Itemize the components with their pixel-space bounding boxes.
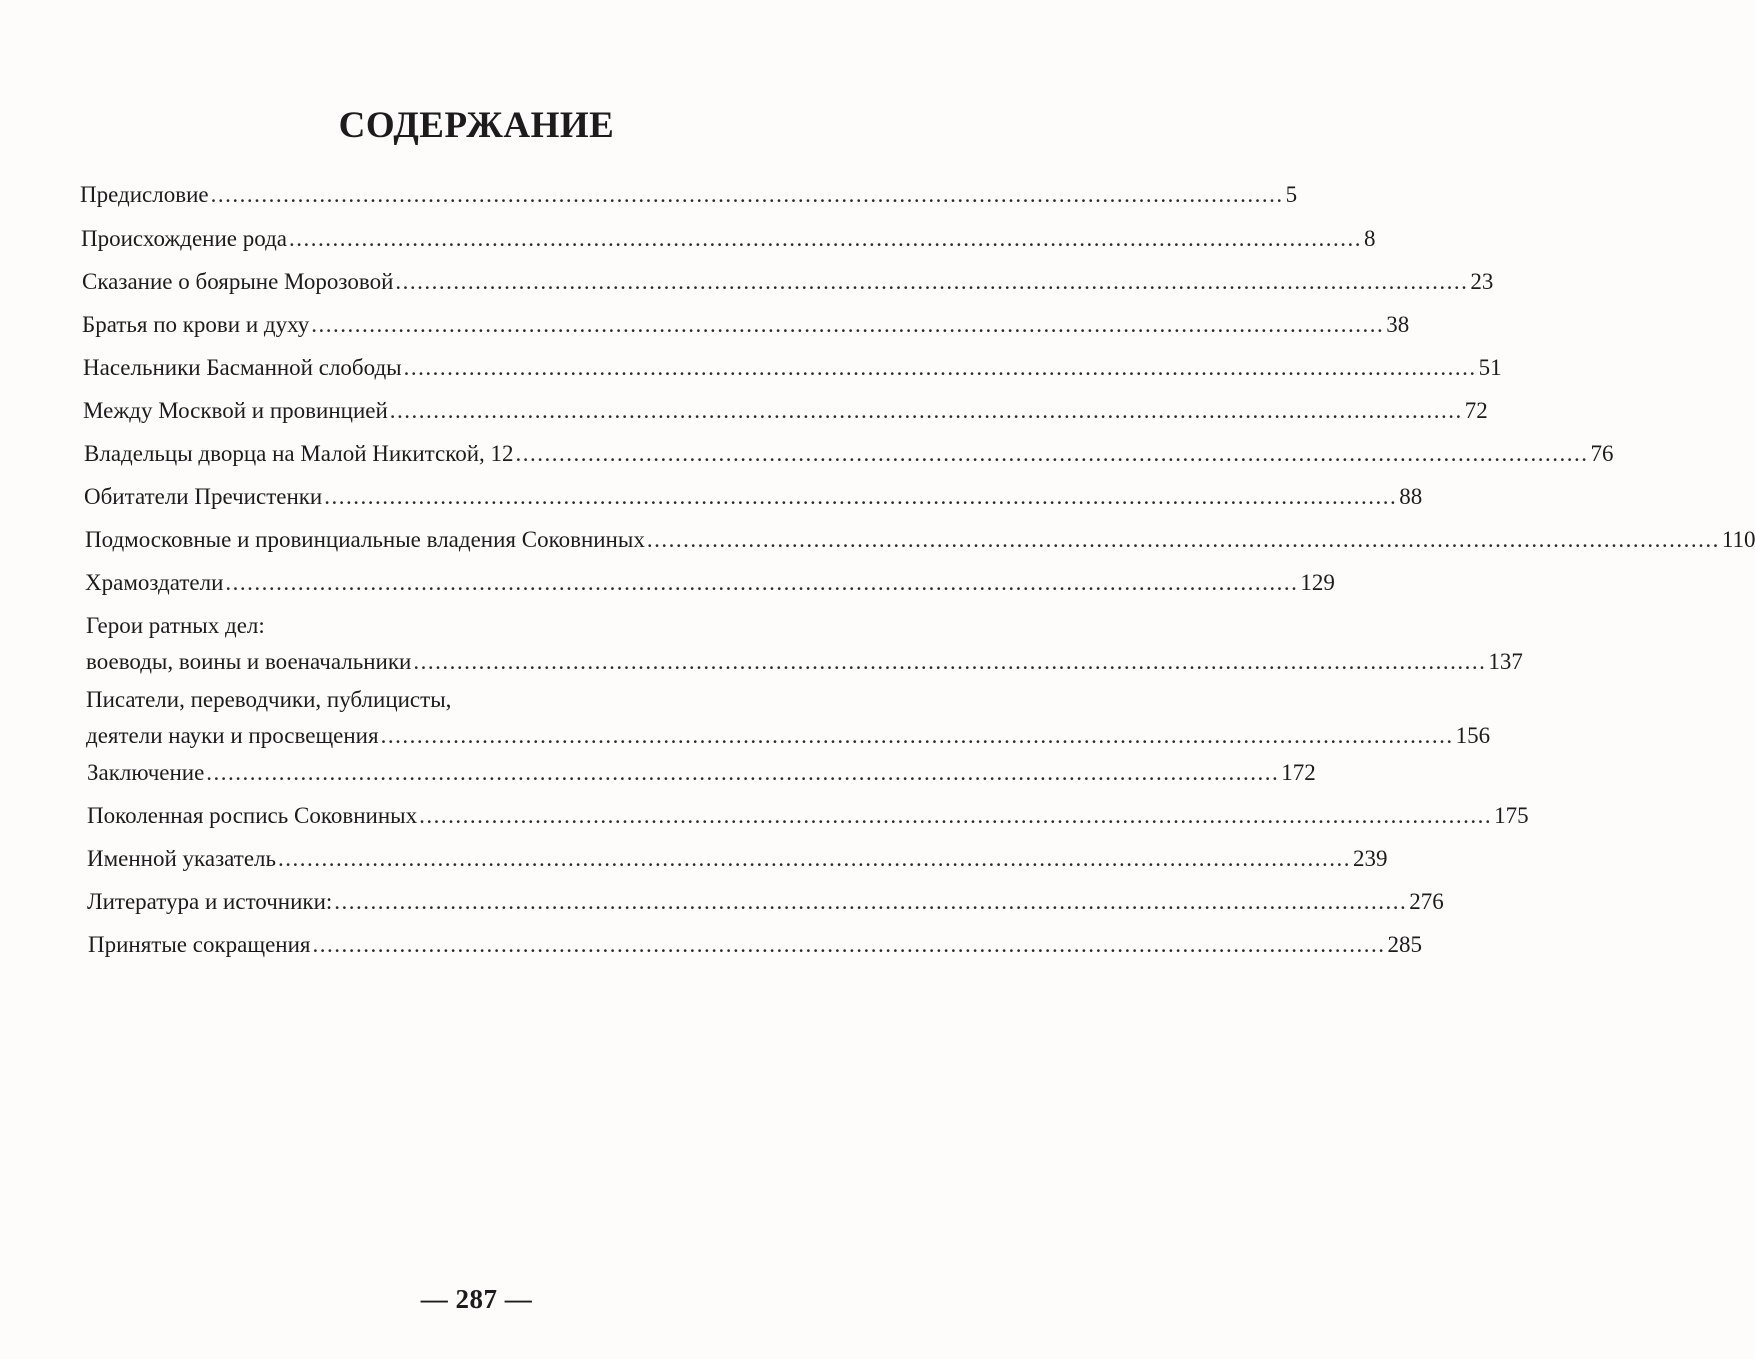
toc-entry-page: 175 (1494, 803, 1529, 828)
toc-entry-title-line1: Герои ратных дел: (86, 613, 265, 638)
toc-entry-page: 172 (1281, 760, 1316, 785)
toc-entry (82, 310, 1410, 340)
page-number: — 287 — (420, 1284, 533, 1314)
dot-leader: .................................................................................................................................................... (403, 355, 1477, 380)
dot-leader: .................................................................................................................................................... (278, 846, 1352, 871)
toc-entry-title: Между Москвой и провинцией (83, 398, 388, 423)
toc-entry-title: Литература и источники: (87, 889, 333, 914)
toc-entry (85, 568, 1335, 598)
toc-entry-title: воеводы, воины и военачальники (86, 649, 412, 674)
toc-entry (81, 224, 1376, 254)
toc-entry-page: 38 (1386, 312, 1410, 337)
dot-leader: .................................................................................................................................................... (380, 723, 1454, 748)
toc-entry (85, 525, 1755, 555)
toc-entry (83, 396, 1488, 426)
dot-leader: .................................................................................................................................................... (334, 889, 1408, 914)
toc-entry-title: Братья по крови и духу (82, 312, 310, 337)
toc-entry-title: Сказание о боярыне Морозовой (82, 269, 394, 294)
toc-entry-title: Храмоздатели (85, 570, 224, 595)
toc-entry (84, 439, 1614, 469)
toc-entry-page: 137 (1488, 649, 1523, 674)
toc-entry-title: Именной указатель (87, 846, 277, 871)
dot-leader: .................................................................................................................................................... (413, 649, 1487, 674)
toc-entry-page: 76 (1590, 441, 1614, 466)
toc-entry (87, 801, 1529, 831)
dot-leader: .................................................................................................................................................... (515, 441, 1589, 466)
toc-entry (87, 758, 1316, 788)
toc-entry-page: 8 (1364, 226, 1376, 251)
toc-entry-title: Принятые сокращения (88, 932, 311, 957)
toc-entry-page: 72 (1464, 398, 1488, 423)
toc-entry-title: Обитатели Пречистенки (84, 484, 323, 509)
toc-entry-page: 285 (1387, 932, 1422, 957)
toc-entry-title-line1: Писатели, переводчики, публицисты, (86, 687, 452, 712)
dot-leader: .................................................................................................................................................... (324, 484, 1398, 509)
dot-leader: .................................................................................................................................................... (646, 527, 1720, 552)
toc-entry-page: 156 (1455, 723, 1491, 748)
toc-entry-title: Поколенная роспись Соковниных (87, 803, 418, 828)
toc-entry-title: Насельники Басманной слободы (83, 355, 402, 380)
toc-entry-title: Владельцы дворца на Малой Никитской, 12 (84, 441, 514, 466)
toc-entry (80, 180, 1298, 210)
dot-leader: .................................................................................................................................................... (389, 398, 1463, 423)
toc-entry-title: Предисловие (80, 182, 209, 207)
toc-entry-title: Происхождение рода (81, 226, 288, 251)
toc-entry-page: 276 (1409, 889, 1444, 914)
toc-entry-page: 110 (1721, 527, 1755, 552)
toc-entry-page: 51 (1478, 355, 1502, 380)
dot-leader: .................................................................................................................................................... (395, 269, 1469, 294)
toc-entry-page: 129 (1300, 570, 1335, 595)
dot-leader: .................................................................................................................................................... (206, 760, 1280, 785)
toc-entry (87, 844, 1388, 874)
toc-entry (82, 267, 1494, 297)
toc-entry (88, 930, 1422, 960)
dot-leader: .................................................................................................................................................... (311, 312, 1385, 337)
toc-entry-title: деятели науки и просвещения (86, 723, 379, 748)
toc-entry-page: 23 (1470, 269, 1494, 294)
toc-entry (83, 353, 1502, 383)
toc-entry (87, 887, 1444, 917)
toc-entry-title: Подмосковные и провинциальные владения Соковниных (85, 527, 645, 552)
toc-entry-page: 88 (1399, 484, 1423, 509)
toc-entry (86, 611, 1523, 677)
page-title: СОДЕРЖАНИЕ (338, 105, 615, 146)
toc-entry (86, 685, 1491, 751)
toc-entry (84, 482, 1423, 512)
dot-leader: .................................................................................................................................................... (419, 803, 1493, 828)
dot-leader: .................................................................................................................................................... (225, 570, 1299, 595)
dot-leader: .................................................................................................................................................... (312, 932, 1386, 957)
dot-leader: .................................................................................................................................................... (210, 182, 1284, 207)
toc-entry-page: 5 (1285, 182, 1298, 207)
dot-leader: .................................................................................................................................................... (289, 226, 1363, 251)
toc-entry-title: Заключение (87, 760, 205, 785)
toc-entry-page: 239 (1353, 846, 1388, 871)
